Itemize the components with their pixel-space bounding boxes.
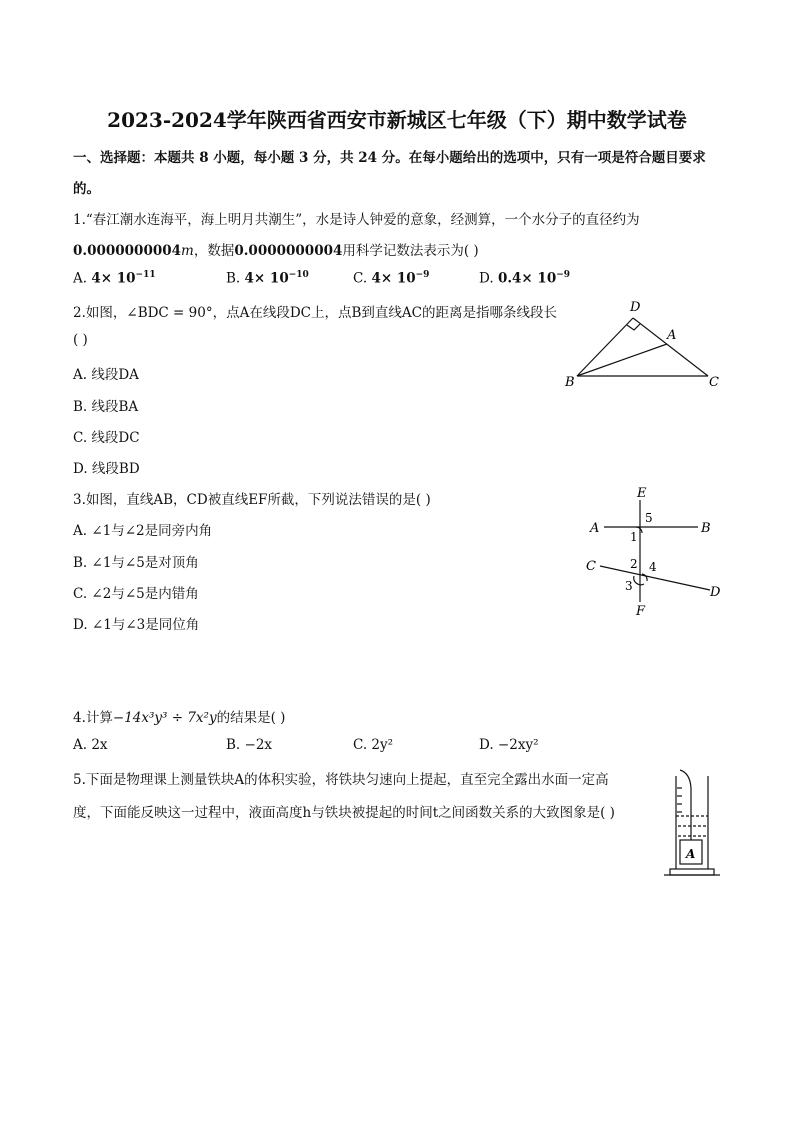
segment-ba xyxy=(577,344,667,376)
q2-stem-line2: ( ) xyxy=(73,332,88,348)
q2-stem: 2.如图，∠BDC = 90°，点A在线段DC上，点B到直线AC的距离是指哪条线段长 xyxy=(73,305,557,321)
angle-mark-3 xyxy=(634,576,644,585)
label-a: A xyxy=(667,328,677,343)
q4-option-a[interactable]: A. 2x xyxy=(73,737,108,753)
segment-dc xyxy=(633,318,708,376)
q1-unit: m xyxy=(181,243,194,259)
label-e: E xyxy=(637,486,647,501)
q1-value2: 0.0000000004 xyxy=(234,243,343,259)
q3-option-d[interactable]: D. ∠1与∠3是同位角 xyxy=(73,617,200,633)
q1-stem-line2 xyxy=(73,239,479,259)
q4-post: 的结果是( ) xyxy=(216,710,286,726)
q3-option-b[interactable]: B. ∠1与∠5是对顶角 xyxy=(73,555,199,571)
label-a: A xyxy=(590,521,600,536)
label-b: B xyxy=(565,375,575,390)
label-angle-5: 5 xyxy=(645,511,653,525)
q1-option-a[interactable]: A. $4\times 10^{-11}$ xyxy=(73,270,156,287)
q2-option-b[interactable]: B. 线段BA xyxy=(73,399,139,415)
q1-option-d[interactable]: D. $0.4\times 10^{-9}$ xyxy=(479,270,571,287)
label-a: A xyxy=(686,847,696,861)
label-angle-3: 3 xyxy=(625,579,633,593)
q1-end: 用科学记数法表示为( ) xyxy=(342,243,479,259)
section-heading-cont: 的。 xyxy=(73,181,100,197)
base-plate xyxy=(670,869,714,875)
label-angle-1: 1 xyxy=(630,530,638,544)
label-d: D xyxy=(630,300,641,315)
q1-option-c[interactable]: C. $4\times 10^{-9}$ xyxy=(353,270,430,287)
q1-value: 0.0000000004 xyxy=(73,243,182,259)
label-b: B xyxy=(701,521,711,536)
right-angle-mark xyxy=(627,324,640,330)
q4-stem xyxy=(73,706,285,726)
hook xyxy=(680,770,691,788)
q5-beaker-figure xyxy=(660,768,725,880)
q2-option-c[interactable]: C. 线段DC xyxy=(73,430,140,446)
q3-transversal-figure xyxy=(580,482,730,622)
q3-stem: 3.如图，直线AB，CD被直线EF所截，下列说法错误的是( ) xyxy=(73,492,431,508)
q4-expression: −14x³y³ ÷ 7x²y xyxy=(112,710,217,726)
section-heading: 一、选择题：本题共 8 小题，每小题 3 分，共 24 分。在每小题给出的选项中，只有一项是符合题目要求 xyxy=(73,150,706,166)
q4-option-c[interactable]: C. 2y² xyxy=(353,737,394,753)
q5-stem-line2: 度，下面能反映这一过程中，液面高度h与铁块被提起的时间t之间函数关系的大致图象是( ) xyxy=(73,805,615,821)
label-c: C xyxy=(709,375,719,390)
q5-stem: 5.下面是物理课上测量铁块A的体积实验，将铁块匀速向上提起，直至完全露出水面一定高 xyxy=(73,772,609,788)
label-f: F xyxy=(636,604,646,619)
q2-option-a[interactable]: A. 线段DA xyxy=(73,367,139,383)
q1-option-b[interactable]: B. $4\times 10^{-10}$ xyxy=(226,270,309,287)
q2-triangle-figure xyxy=(560,298,730,393)
page-title: 2023-2024学年陕西省西安市新城区七年级（下）期中数学试卷 xyxy=(107,108,687,132)
q4-option-d[interactable]: D. −2xy² xyxy=(479,737,539,753)
q4-option-b[interactable]: B. −2x xyxy=(226,737,273,753)
q1-stem: 1.“春江潮水连海平，海上明月共潮生”，水是诗人钟爱的意象，经测算，一个水分子的直径约为 xyxy=(73,212,640,228)
q3-option-c[interactable]: C. ∠2与∠5是内错角 xyxy=(73,586,199,602)
q3-option-a[interactable]: A. ∠1与∠2是同旁内角 xyxy=(73,523,213,539)
label-angle-2: 2 xyxy=(630,557,638,571)
q1-mid: ，数据 xyxy=(193,243,235,259)
q4-pre: 4.计算 xyxy=(73,710,113,726)
label-d: D xyxy=(710,585,721,600)
label-angle-4: 4 xyxy=(649,560,657,574)
q2-option-d[interactable]: D. 线段BD xyxy=(73,461,140,477)
segment-bd xyxy=(577,318,633,376)
label-c: C xyxy=(586,559,596,574)
